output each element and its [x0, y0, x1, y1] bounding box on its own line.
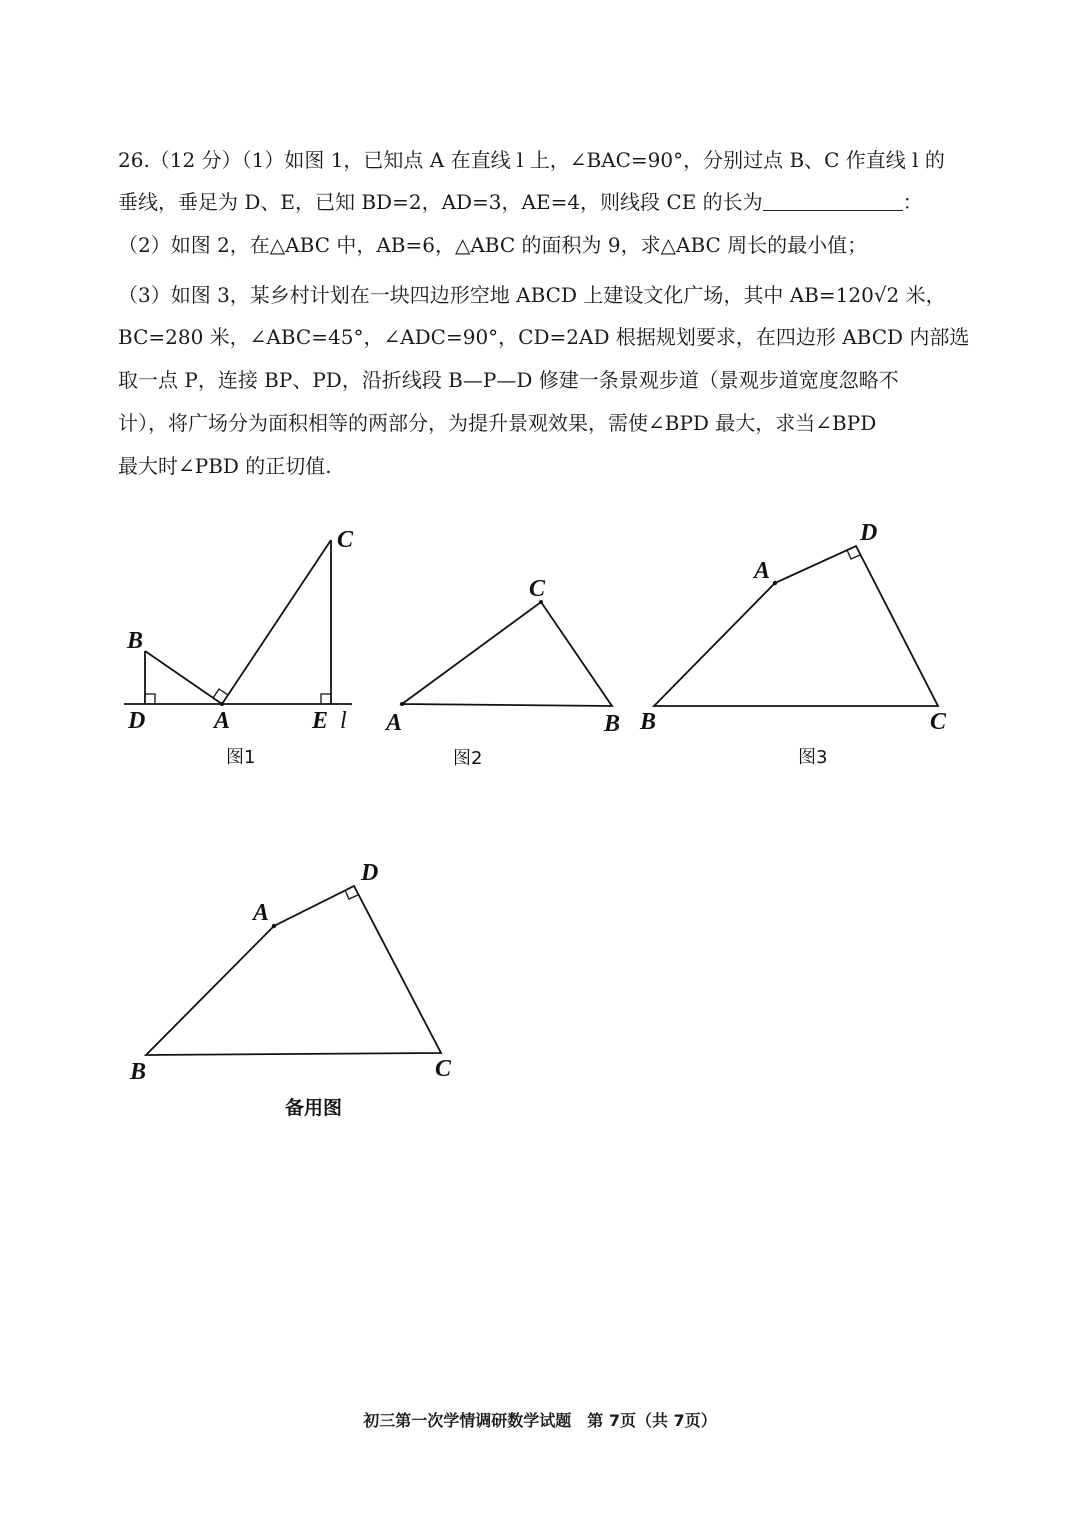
problem-line-2-text: 垂线，垂足为 D、E，已知 BD=2，AD=3，AE=4，则线段 CE 的长为 [118, 190, 763, 214]
problem-line-7: 计），将广场分为面积相等的两部分，为提升景观效果，需使∠BPD 最大，求当∠BPD [118, 411, 877, 435]
fig1-label-C: C [337, 527, 354, 553]
fig1-caption: 图1 [226, 747, 256, 768]
fig1-label-B: B [127, 628, 144, 654]
segment-BA [145, 651, 222, 704]
problem-line-2-end: ： [902, 190, 923, 214]
point-A-fig2 [400, 702, 404, 706]
right-angle-D [145, 694, 155, 704]
backup-label-B: B [130, 1059, 147, 1085]
fig3-label-D: D [860, 520, 878, 546]
fig3-label-B: B [640, 709, 657, 735]
backup-caption: 备用图 [285, 1097, 343, 1119]
figure-2-diagram [402, 602, 612, 706]
right-angle-A [213, 689, 228, 698]
problem-line-1: 26.（12 分）（1）如图 1，已知点 A 在直线 l 上，∠BAC=90°，分别过点 B、C 作直线 l 的 [118, 148, 945, 172]
page-footer: 初三第一次学情调研数学试题 第 7页（共 7页） [363, 1411, 717, 1430]
fig3-label-C: C [930, 709, 947, 735]
figure-backup-diagram [146, 886, 441, 1055]
fig2-label-A: A [386, 710, 403, 736]
triangle-ABC [402, 602, 612, 706]
point-A-fig3 [773, 581, 777, 585]
backup-label-A: A [253, 900, 270, 926]
problem-line-5: BC=280 米，∠ABC=45°，∠ADC=90°，CD=2AD 根据规划要求，在四边形 ABCD 内部选 [118, 325, 970, 349]
quadrilateral-ABCD [654, 546, 938, 706]
fig3-caption: 图3 [798, 747, 828, 768]
backup-label-D: D [361, 860, 379, 886]
fig1-label-E: E [312, 708, 329, 734]
fig1-label-A: A [214, 708, 231, 734]
segment-AC [222, 540, 331, 704]
fig1-label-D: D [128, 708, 146, 734]
problem-line-6: 取一点 P，连接 BP、PD，沿折线段 B—P—D 修建一条景观步道（景观步道宽度忽略不 [118, 368, 899, 392]
problem-line-3: （2）如图 2，在△ABC 中，AB=6，△ABC 的面积为 9，求△ABC 周长的最小值； [118, 233, 868, 257]
problem-line-4-unit: 米， [899, 283, 946, 307]
point-A-backup [272, 924, 276, 928]
figure-3-diagram [654, 546, 938, 706]
right-angle-E [321, 694, 331, 704]
fig2-label-B: B [604, 711, 621, 737]
fig2-label-C: C [529, 576, 546, 602]
backup-label-C: C [435, 1056, 452, 1082]
problem-line-4-text: （3）如图 3，某乡村计划在一块四边形空地 ABCD 上建设文化广场，其中 AB=120 [118, 283, 874, 307]
sqrt-two: √2 [873, 283, 900, 307]
figure-1-diagram [124, 540, 352, 704]
quadrilateral-ABCD-backup [146, 886, 441, 1055]
problem-line-8: 最大时∠PBD 的正切值. [118, 454, 332, 478]
fig1-label-l: l [340, 708, 347, 734]
fig2-caption: 图2 [453, 748, 483, 769]
fig3-label-A: A [754, 558, 771, 584]
point-A-fig1 [220, 702, 224, 706]
